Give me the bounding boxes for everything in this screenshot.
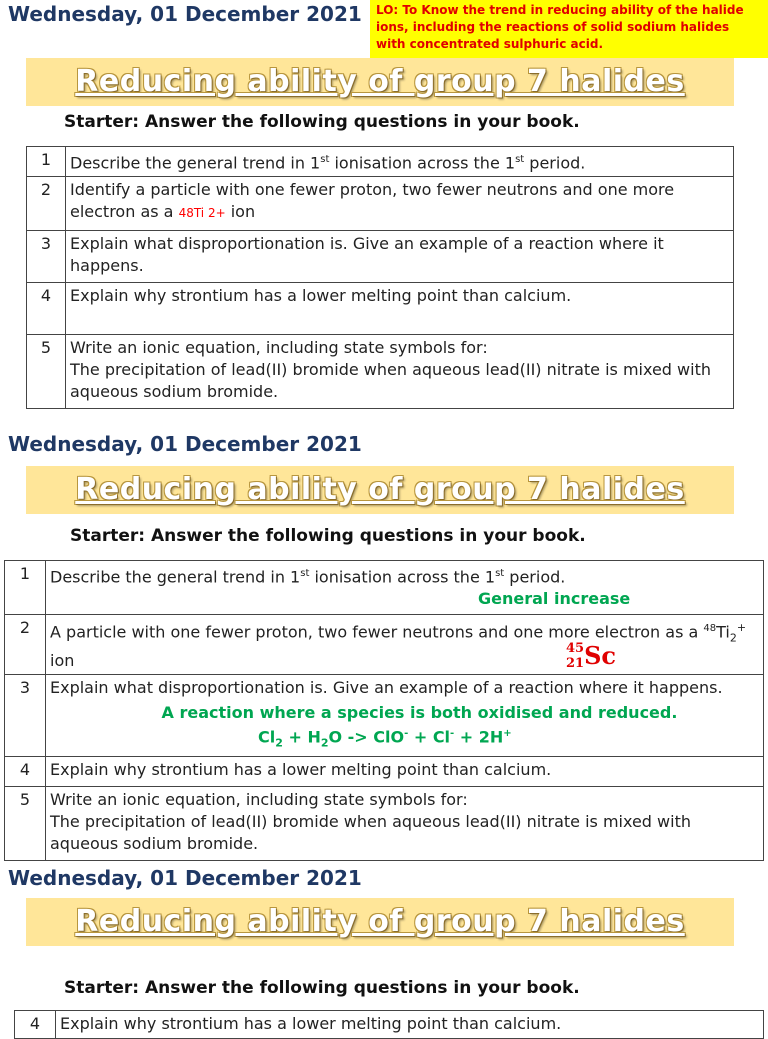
question-number: 5 (27, 335, 66, 409)
table-row (5, 757, 764, 787)
question-text: Describe the general trend in 1st ionisation across the 1st period. (66, 147, 734, 177)
slide2-starter: Starter: Answer the following questions in your book. (70, 526, 586, 546)
slide3-questions-table (14, 1010, 764, 1039)
table-row (27, 147, 734, 177)
question-number: 4 (15, 1011, 56, 1039)
equation: $Cl_2 + H_2O -> ClO^- + Cl^- + 2H^+$ (258, 726, 512, 750)
question-text: Explain what disproportionation is. Give an example of a reaction where it happens. A reaction where a species is both oxidised and reduced. $Cl_2 + H_2O -> ClO^- + Cl^- + 2H^+$ (46, 674, 764, 757)
table-row (5, 787, 764, 861)
table-row (27, 231, 734, 283)
question-text: A particle with one fewer proton, two fewer neutrons and one more electron as a $^{48}Ti_2^+$ ion (46, 615, 764, 675)
slide3-title-banner (26, 898, 734, 946)
question-number: 1 (27, 147, 66, 177)
table-row (5, 561, 764, 615)
question-text: Explain why strontium has a lower melting point than calcium. (56, 1011, 764, 1039)
question-number: 3 (27, 231, 66, 283)
question-number: 2 (5, 615, 46, 675)
question-number: 5 (5, 787, 46, 861)
question-number: 3 (5, 674, 46, 757)
question-number: 4 (5, 757, 46, 787)
question-number: 1 (5, 561, 46, 615)
slide1-title: Reducing ability of group 7 halides (75, 64, 685, 99)
table-row (15, 1011, 764, 1039)
answer-3: A reaction where a species is both oxidised and reduced. (161, 702, 678, 722)
answer-1: General increase (478, 589, 631, 609)
question-text: Describe the general trend in 1st ionisation across the 1st period. General increase (46, 561, 764, 615)
scandium-answer: 45 21Sc (566, 641, 617, 671)
slide2-title-banner (26, 466, 734, 514)
question-number: 2 (27, 177, 66, 231)
slide2-questions-table (4, 560, 764, 861)
slide1-title-banner (26, 58, 734, 106)
table-row (27, 335, 734, 409)
slide2-date: Wednesday, 01 December 2021 (8, 432, 362, 456)
question-text: Write an ionic equation, including state symbols for: The precipitation of lead(II) bromide when aqueous lead(II) nitrate is mixed with aqueous sodium bromide. (66, 335, 734, 409)
question-text: Write an ionic equation, including state symbols for: The precipitation of lead(II) bromide when aqueous lead(II) nitrate is mixed with aqueous sodium bromide. (46, 787, 764, 861)
table-row (5, 615, 764, 675)
slide1-starter: Starter: Answer the following questions in your book. (64, 112, 580, 132)
question-number: 4 (27, 283, 66, 335)
slide2-title: Reducing ability of group 7 halides (75, 472, 685, 507)
learning-objective: LO: To Know the trend in reducing ability of the halide ions, including the reactions of solid sodium halides with concentrated sulphuric acid. (370, 0, 768, 58)
slide1-date: Wednesday, 01 December 2021 (8, 2, 362, 26)
question-text: Identify a particle with one fewer proton, two fewer neutrons and one more electron as a 48Ti 2+ ion (66, 177, 734, 231)
question-text: Explain why strontium has a lower melting point than calcium. (46, 757, 764, 787)
question-text: Explain what disproportionation is. Give an example of a reaction where it happens. (66, 231, 734, 283)
question-text: Explain why strontium has a lower melting point than calcium. (66, 283, 734, 335)
slide3-starter: Starter: Answer the following questions in your book. (64, 978, 580, 998)
slide3-title: Reducing ability of group 7 halides (75, 904, 685, 939)
slide1-questions-table (26, 146, 734, 409)
slide3-date: Wednesday, 01 December 2021 (8, 866, 362, 890)
table-row (27, 177, 734, 231)
table-row (5, 674, 764, 757)
table-row (27, 283, 734, 335)
